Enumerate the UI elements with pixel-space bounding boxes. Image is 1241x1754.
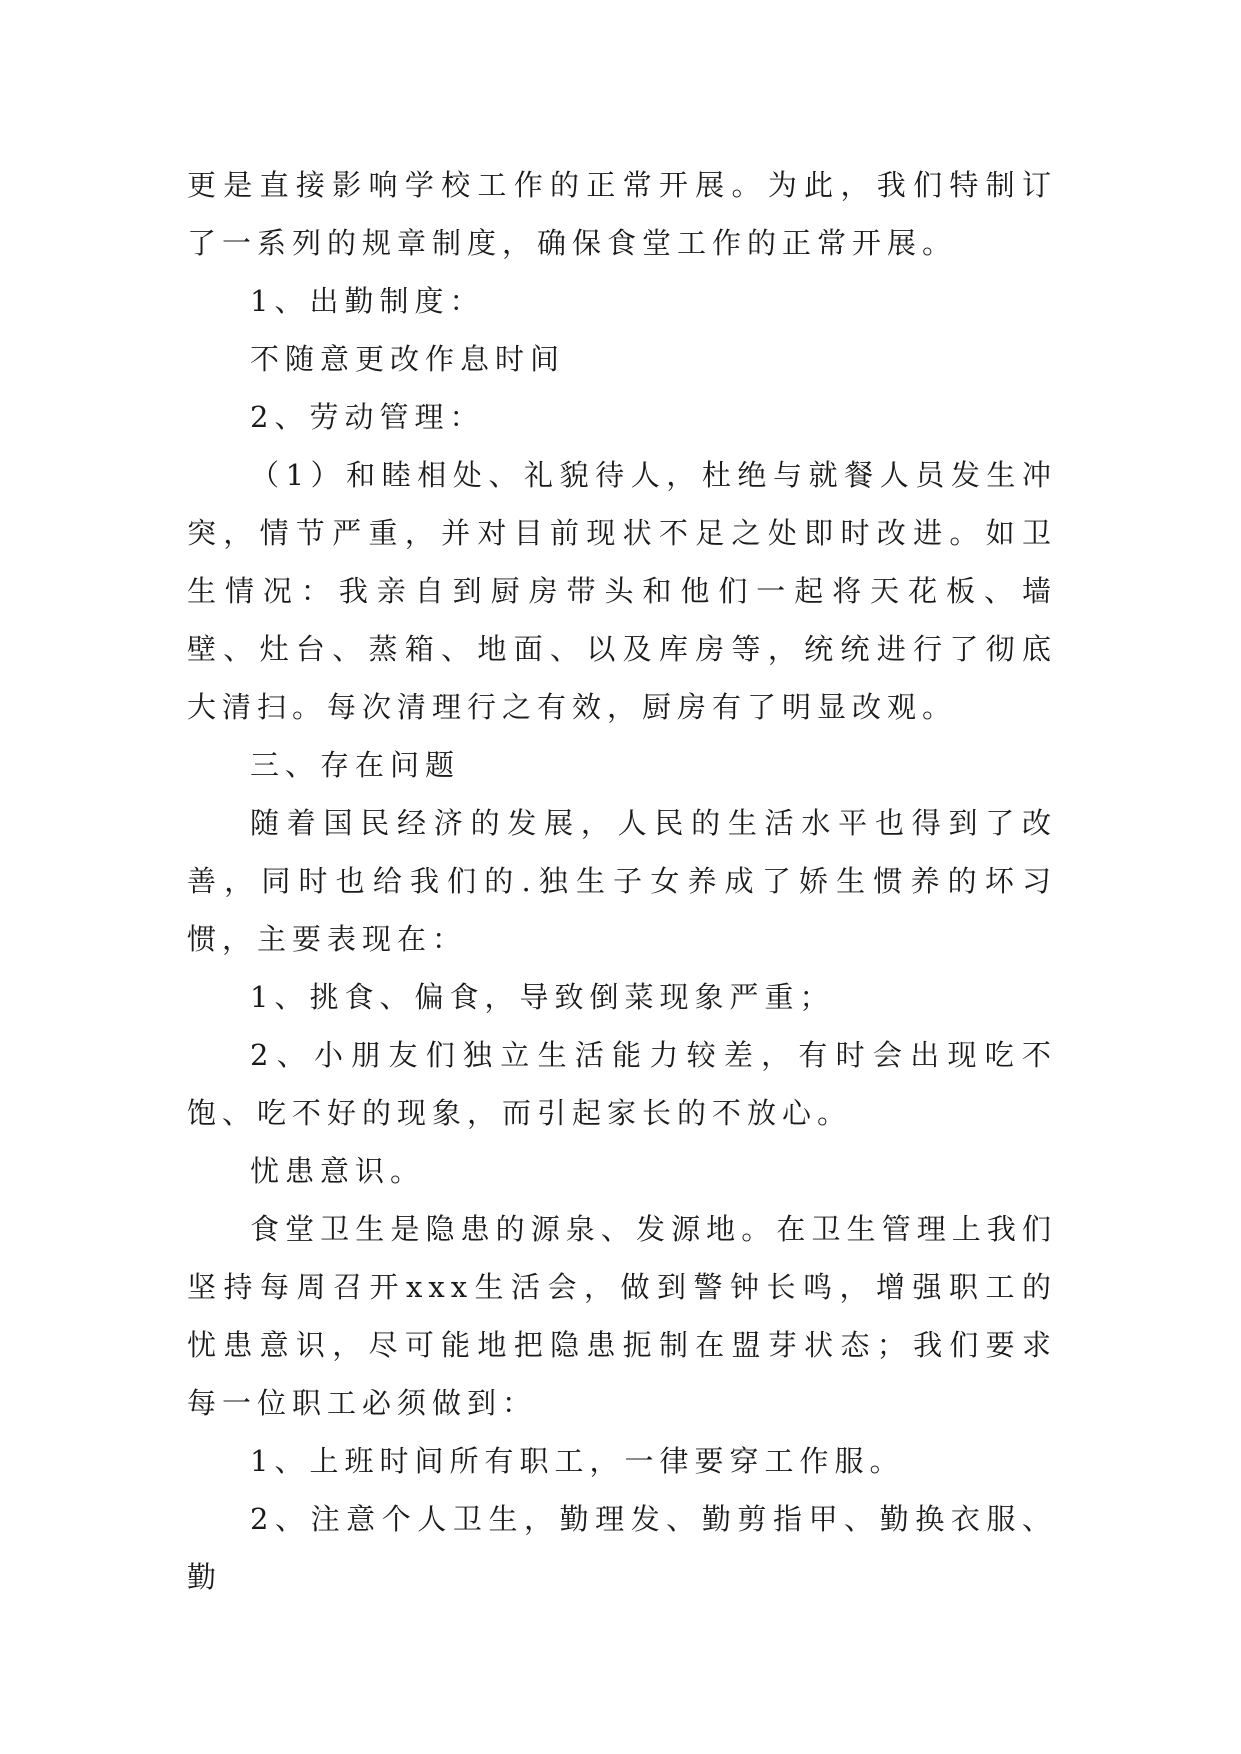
paragraph-9: 2、小朋友们独立生活能力较差，有时会出现吃不饱、吃不好的现象，而引起家长的不放心。: [187, 1038, 1057, 1130]
paragraph-11: 食堂卫生是隐患的源泉、发源地。在卫生管理上我们坚持每周召开xxx生活会，做到警钟长鸣，增强职工的忧患意识，尽可能地把隐患扼制在盟芽状态；我们要求每一位职工必须做到：: [187, 1212, 1057, 1420]
paragraph-5: （1）和睦相处、礼貌待人，杜绝与就餐人员发生冲突，情节严重，并对目前现状不足之处即时改进。如卫生情况：我亲自到厨房带头和他们一起将天花板、墙壁、灶台、蒸箱、地面、以及库房等，统统进行了彻底大清扫。每次清理行之有效，厨房有了明显改观。: [187, 458, 1057, 724]
paragraph-3: 不随意更改作息时间: [250, 342, 566, 376]
section-heading-problems: 三、存在问题: [250, 748, 461, 782]
paragraph-1: 更是直接影响学校工作的正常开展。为此，我们特制订了一系列的规章制度，确保食堂工作的正常开展。: [187, 168, 1057, 260]
paragraph-2: 1、出勤制度：: [250, 284, 485, 318]
paragraph-10: 忧患意识。: [250, 1154, 426, 1188]
document-body: [187, 156, 1057, 1606]
paragraph-7: 随着国民经济的发展，人民的生活水平也得到了改善，同时也给我们的.独生子女养成了娇生惯养的坏习惯，主要表现在：: [187, 806, 1057, 956]
paragraph-13: 2、注意个人卫生，勤理发、勤剪指甲、勤换衣服、勤: [187, 1502, 1057, 1594]
paragraph-12: 1、上班时间所有职工，一律要穿工作服。: [250, 1444, 905, 1478]
paragraph-8: 1、挑食、偏食，导致倒菜现象严重；: [250, 980, 835, 1014]
paragraph-4: 2、劳动管理：: [250, 400, 485, 434]
